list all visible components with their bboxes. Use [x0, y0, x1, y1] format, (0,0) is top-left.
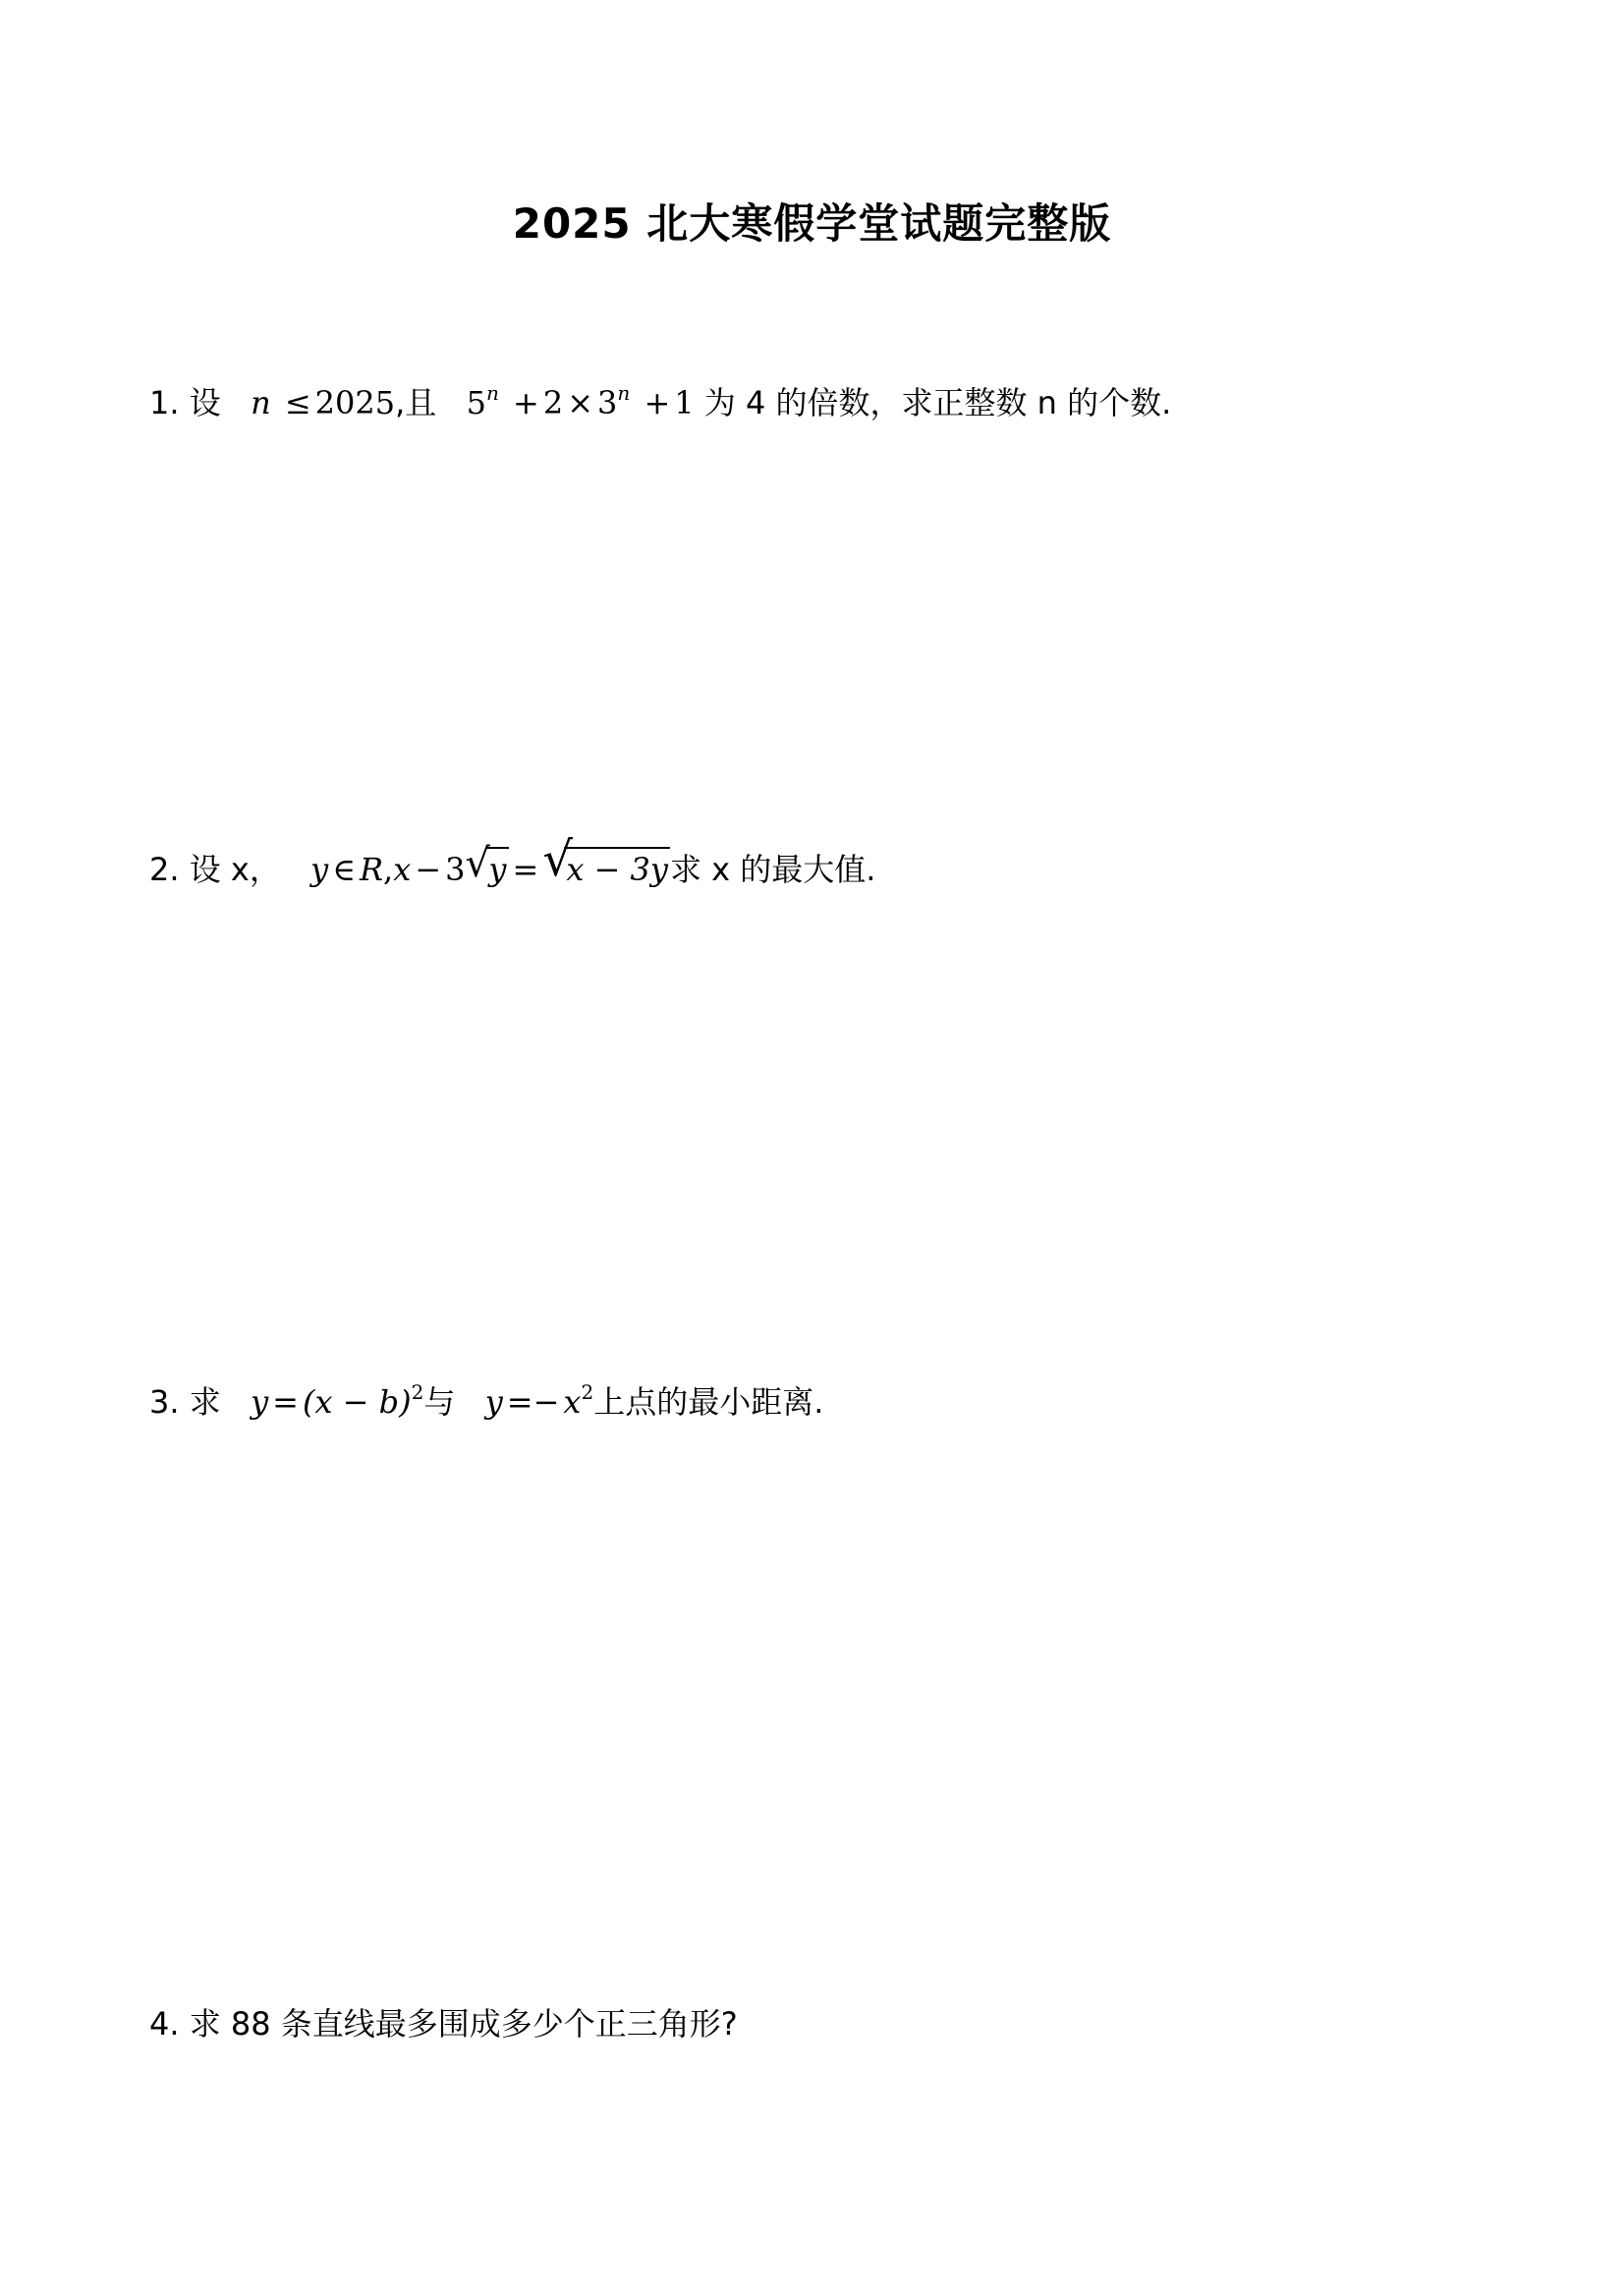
- math-operator: ×: [567, 384, 594, 421]
- math-operator: =: [512, 851, 539, 888]
- math-exponent: 2: [411, 1380, 424, 1404]
- question-text: 设 x，: [189, 851, 281, 888]
- math-expression: (x − b): [302, 1383, 412, 1421]
- math-number: 3: [597, 384, 618, 421]
- radical-sign: √: [465, 841, 490, 886]
- math-punctuation: ,: [383, 851, 394, 888]
- math-operator: ∈: [332, 851, 356, 888]
- question-text: 上点的最小距离.: [593, 1383, 824, 1421]
- math-number: 2: [542, 384, 564, 421]
- question-number: 2.: [149, 851, 180, 888]
- math-variable: x: [393, 851, 412, 888]
- question-4: [149, 1999, 1505, 2048]
- question-text: ,且: [395, 384, 437, 421]
- question-text: 为 4 的倍数，求正整数 n 的个数.: [703, 384, 1172, 421]
- math-variable: y: [484, 1383, 503, 1421]
- question-text: 求 88 条直线最多围成多少个正三角形?: [189, 2005, 738, 2043]
- radicand: y: [486, 847, 508, 890]
- math-operator: =: [272, 1383, 299, 1421]
- square-root: [542, 832, 670, 894]
- math-operator: +: [513, 384, 539, 421]
- math-number: 3: [445, 851, 466, 888]
- math-variable: x: [563, 1383, 582, 1421]
- document-title: 2025 北大寒假学堂试题完整版: [512, 199, 1112, 248]
- math-variable: y: [310, 851, 329, 888]
- math-exponent: n: [617, 381, 631, 405]
- math-operator: =−: [506, 1383, 560, 1421]
- question-number: 4.: [149, 2005, 180, 2043]
- question-text: 求: [189, 1383, 221, 1421]
- math-number: 1: [674, 384, 695, 421]
- math-variable: n: [251, 384, 271, 421]
- radicand: x − 3y: [564, 847, 670, 890]
- question-1: [149, 378, 1505, 431]
- question-text: 设: [189, 384, 221, 421]
- math-operator: −: [415, 851, 442, 888]
- question-number: 3.: [149, 1383, 180, 1421]
- math-operator: +: [644, 384, 671, 421]
- math-exponent: n: [485, 381, 499, 405]
- radical-sign: √: [542, 832, 573, 887]
- question-text: 与: [423, 1383, 456, 1421]
- math-operator: ≤: [284, 384, 311, 421]
- square-root: [465, 841, 508, 894]
- math-exponent: 2: [581, 1380, 594, 1404]
- question-number: 1.: [149, 384, 180, 421]
- math-variable: R: [359, 851, 384, 888]
- question-2: [149, 832, 1505, 894]
- question-3: [149, 1377, 1505, 1430]
- math-number: 2025: [314, 384, 396, 421]
- math-variable: y: [251, 1383, 269, 1421]
- math-number: 5: [466, 384, 486, 421]
- question-text: 求 x 的最大值.: [669, 851, 876, 888]
